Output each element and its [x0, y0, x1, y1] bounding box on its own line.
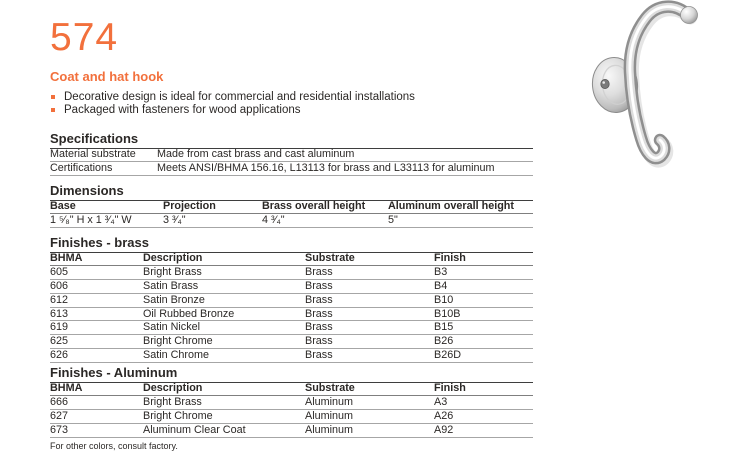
dimension-value: 1 ⁵⁄₈" H x 1 ³⁄₄" W: [50, 214, 163, 228]
column-header: Projection: [163, 201, 262, 214]
spec-label: Certifications: [50, 162, 157, 176]
finishes-brass-table: [50, 253, 533, 363]
content-column: [50, 0, 533, 458]
dimensions-heading: Dimensions: [50, 184, 533, 201]
cell-substrate: Aluminum: [305, 396, 434, 410]
bullet-square-icon: [51, 95, 55, 99]
table-row: [50, 214, 533, 228]
product-title: Coat and hat hook: [50, 69, 164, 84]
cell-description: Satin Bronze: [143, 293, 305, 307]
cell-finish: A26: [434, 410, 533, 424]
cell-finish: B3: [434, 266, 533, 280]
feature-list: [50, 91, 533, 116]
column-header: Finish: [434, 253, 533, 266]
specifications-table: [50, 149, 533, 177]
cell-description: Bright Chrome: [143, 335, 305, 349]
cell-bhma: 612: [50, 293, 143, 307]
cell-description: Satin Nickel: [143, 321, 305, 335]
column-header: Substrate: [305, 253, 434, 266]
cell-finish: B15: [434, 321, 533, 335]
dimensions-table: [50, 201, 533, 229]
column-header: Finish: [434, 383, 533, 396]
table-row: [50, 266, 533, 280]
product-number: 574: [50, 16, 119, 59]
cell-substrate: Brass: [305, 348, 434, 362]
cell-substrate: Aluminum: [305, 410, 434, 424]
spec-value: Made from cast brass and cast aluminum: [157, 149, 533, 162]
product-photo: [585, 0, 745, 230]
table-row: [50, 348, 533, 362]
spec-value: Meets ANSI/BHMA 156.16, L13113 for brass and L33113 for aluminum: [157, 162, 533, 176]
dimension-value: 5": [388, 214, 533, 228]
column-header: Substrate: [305, 383, 434, 396]
column-header: Base: [50, 201, 163, 214]
specifications-heading: Specifications: [50, 132, 533, 149]
finishes-aluminum-heading: Finishes - Aluminum: [50, 366, 533, 383]
cell-finish: B26: [434, 335, 533, 349]
table-row: [50, 149, 533, 162]
cell-description: Aluminum Clear Coat: [143, 423, 305, 437]
finishes-brass-section: [50, 236, 533, 363]
table-header-row: [50, 201, 533, 214]
cell-finish: A92: [434, 423, 533, 437]
cell-description: Bright Chrome: [143, 410, 305, 424]
cell-bhma: 605: [50, 266, 143, 280]
table-row: [50, 162, 533, 176]
feature-item: [50, 91, 533, 104]
cell-finish: B10B: [434, 307, 533, 321]
cell-bhma: 619: [50, 321, 143, 335]
cell-substrate: Brass: [305, 307, 434, 321]
cell-bhma: 627: [50, 410, 143, 424]
column-header: BHMA: [50, 383, 143, 396]
cell-substrate: Brass: [305, 293, 434, 307]
dimensions-section: [50, 184, 533, 228]
footnote: For other colors, consult factory.: [50, 441, 178, 451]
table-row: [50, 423, 533, 437]
cell-substrate: Aluminum: [305, 423, 434, 437]
finishes-aluminum-section: [50, 366, 533, 438]
column-header: Aluminum overall height: [388, 201, 533, 214]
bullet-square-icon: [51, 108, 55, 112]
table-row: [50, 335, 533, 349]
cell-bhma: 606: [50, 280, 143, 294]
finishes-aluminum-table: [50, 383, 533, 438]
dimension-value: 4 ³⁄₄": [262, 214, 388, 228]
table-header-row: [50, 383, 533, 396]
table-row: [50, 396, 533, 410]
dimension-value: 3 ³⁄₄": [163, 214, 262, 228]
cell-description: Oil Rubbed Bronze: [143, 307, 305, 321]
column-header: Description: [143, 253, 305, 266]
table-row: [50, 280, 533, 294]
cell-substrate: Brass: [305, 280, 434, 294]
cell-description: Satin Chrome: [143, 348, 305, 362]
cell-substrate: Brass: [305, 266, 434, 280]
screw-hole: [601, 79, 609, 88]
cell-bhma: 613: [50, 307, 143, 321]
cell-finish: A3: [434, 396, 533, 410]
cell-description: Bright Brass: [143, 396, 305, 410]
cell-finish: B26D: [434, 348, 533, 362]
column-header: BHMA: [50, 253, 143, 266]
cell-substrate: Brass: [305, 335, 434, 349]
column-header: Brass overall height: [262, 201, 388, 214]
cell-substrate: Brass: [305, 321, 434, 335]
cell-bhma: 625: [50, 335, 143, 349]
feature-text: Decorative design is ideal for commercial and residential installations: [64, 91, 415, 103]
hook-ball-tip: [681, 7, 698, 24]
cell-finish: B4: [434, 280, 533, 294]
table-row: [50, 410, 533, 424]
table-row: [50, 321, 533, 335]
table-row: [50, 307, 533, 321]
column-header: Description: [143, 383, 305, 396]
cell-bhma: 666: [50, 396, 143, 410]
specifications-section: [50, 132, 533, 176]
cell-bhma: 673: [50, 423, 143, 437]
cell-finish: B10: [434, 293, 533, 307]
feature-item: [50, 104, 533, 117]
table-header-row: [50, 253, 533, 266]
finishes-brass-heading: Finishes - brass: [50, 236, 533, 253]
cell-description: Bright Brass: [143, 266, 305, 280]
feature-text: Packaged with fasteners for wood applications: [64, 103, 301, 116]
spec-label: Material substrate: [50, 149, 157, 162]
cell-bhma: 626: [50, 348, 143, 362]
cell-description: Satin Brass: [143, 280, 305, 294]
table-row: [50, 293, 533, 307]
